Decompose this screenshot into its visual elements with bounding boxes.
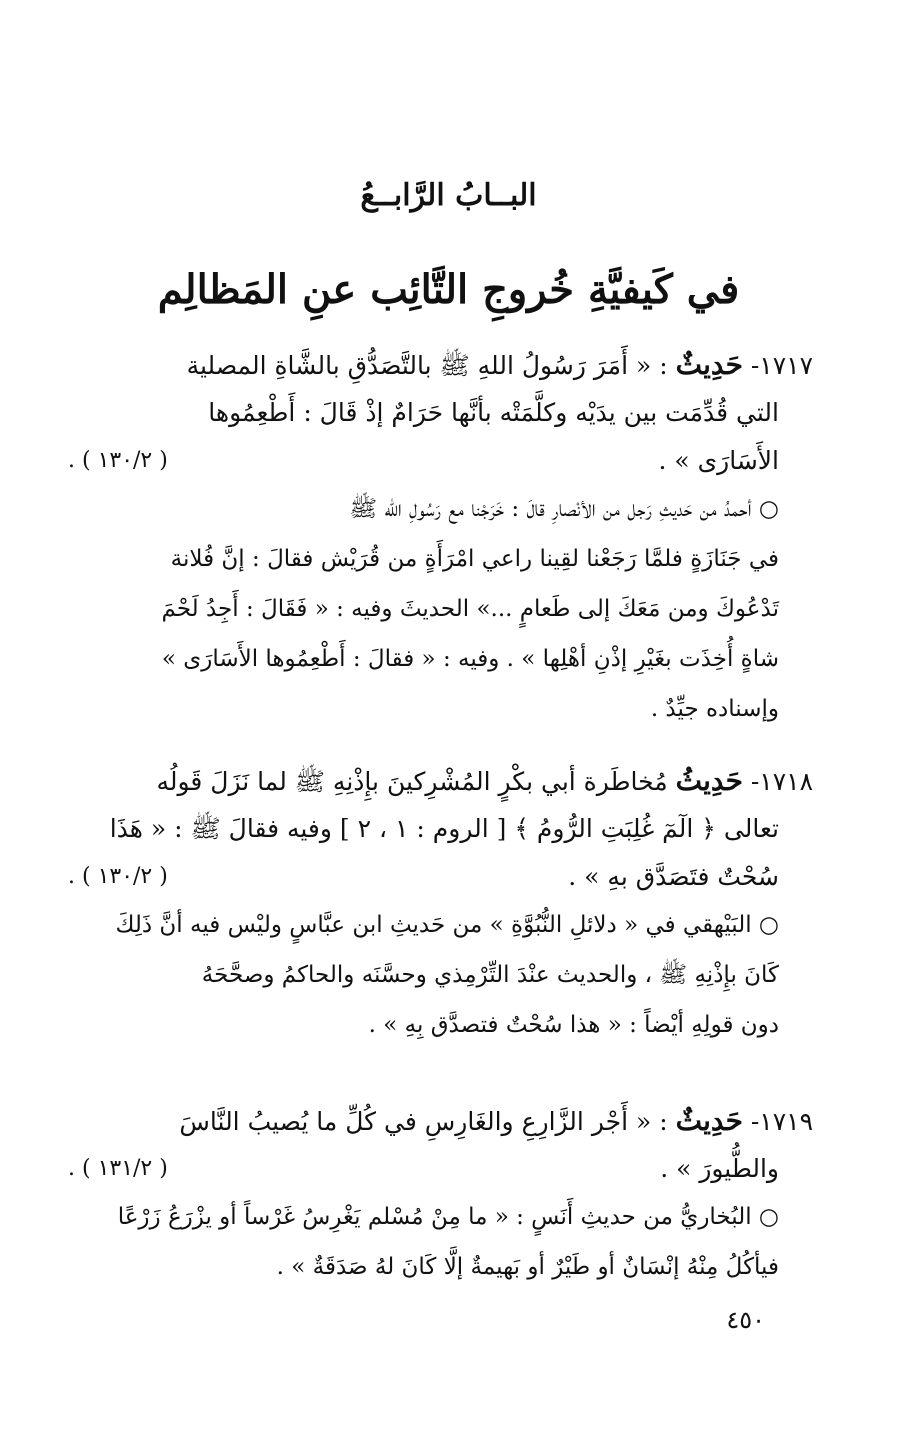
hadith-line: [68, 766, 813, 814]
commentary-line: وإسناده جيِّدٌ .: [650, 696, 779, 722]
volume-page-reference: ( ١٣٠/٢ ) .: [68, 448, 168, 473]
commentary-line: فيأكُلُ مِنْهُ إنْسَانٌ أو طَيْرٌ أو بَهيمةٌ إلَّا كَانَ لهُ صَدَقَةٌ » .: [276, 1254, 779, 1280]
hadith-line: [68, 1106, 813, 1154]
hadith-text: سُحْتٌ فتَصَدَّق بهِ » .: [568, 862, 779, 891]
hadith-keyword: حَدِيثُ: [675, 764, 743, 797]
hadith-text: مُخاطَرة أبي بكْرٍ المُشْرِكينَ بإِذْنِهِ ﷺ لما نَزَلَ قَولُه: [156, 767, 668, 796]
hadith-text: : « أَمَرَ رَسُولُ اللهِ ﷺ بالتَّصَدُّقِ بالشَّاةِ المصلية: [186, 351, 668, 380]
hadith-entry-1717: [68, 348, 813, 744]
section-title: في كَيفيَّةِ خُروجِ التَّائِب عنِ المَظالِم: [157, 266, 740, 313]
hadith-text: : « أَجْر الزَّارِعِ والغَارِسِ في كُلِّ ما يُصيبُ النَّاسَ: [179, 1107, 668, 1136]
hadith-line: [68, 862, 779, 910]
commentary-line: شاةٍ أُخِذَت بغَيْرِ إذْنِ أهْلِها » . وفيه : « فقالَ : أَطْعِمُوها الأَسَارَى »: [161, 646, 779, 672]
hadith-line: [68, 446, 779, 494]
commentary-line: في جَنَازَةٍ فلمَّا رَجَعْنا لقِينا راعي امْرَأَةٍ من قُرَيْش فقالَ : إنَّ فُلانة: [170, 546, 779, 572]
hadith-number: ١٧١٨-: [750, 767, 813, 796]
commentary-line: ○ البَيْهقي في « دلائلِ النُّبُوَّةِ » من حَديثِ ابن عبَّاسٍ وليْس فيه أنَّ ذَلِكَ: [115, 912, 779, 938]
page-number: ٤٥٠: [726, 1306, 765, 1334]
hadith-text: الأَسَارَى » .: [658, 446, 779, 475]
chapter-title: البــابُ الرَّابــعُ: [360, 178, 537, 213]
hadith-text: والطُّيورَ » .: [660, 1154, 779, 1183]
hadith-number: ١٧١٧-: [750, 351, 813, 380]
hadith-line: [68, 1154, 779, 1202]
hadith-entry-1719: [68, 1104, 813, 1302]
hadith-keyword: حَدِيثٌ: [675, 1104, 743, 1137]
hadith-number: ١٧١٩-: [750, 1107, 813, 1136]
commentary-line: ○ البُخاريُّ من حديثِ أَنَسٍ : « ما مِنْ مُسْلم يَغْرِسُ غَرْساً أو يزْرَعُ زَرْعًا: [117, 1204, 779, 1230]
hadith-line: [68, 350, 813, 398]
hadith-line: التي قُدِّمَت بين يدَيْه وكلَّمَتْه بأنَّها حَرَامٌ إذْ قَالَ : أَطْعِمُوها: [208, 398, 779, 427]
commentary-line: دون قولِهِ أيْضاً : « هذا سُحْتٌ فتصدَّق بِهِ » .: [368, 1012, 779, 1038]
volume-page-reference: ( ١٣١/٢ ) .: [68, 1156, 168, 1181]
commentary-line: ○ أحمدُ من حَديثِ رَجل من الأنْصارِ قالَ : خَرَجْنا مع رَسُولِ الله ﷺ: [349, 496, 779, 522]
hadith-entry-1718: [68, 764, 813, 1060]
commentary-line: تَدْعُوكَ ومن مَعَكَ إلى طَعامٍ ...» الحديثَ وفيه : « فَقَالَ : أَجِدُ لَحْمَ: [161, 596, 779, 622]
volume-page-reference: ( ١٣٠/٢ ) .: [68, 864, 168, 889]
hadith-line: تعالى ﴿ الٓمٓ غُلِبَتِ الرُّومُ ﴾ [ الروم : ١ ، ٢ ] وفيه فقالَ ﷺ : « هَذَا: [109, 814, 779, 843]
hadith-keyword: حَدِيثٌ: [675, 348, 743, 381]
commentary-line: كَانَ بإِذْنِهِ ﷺ ، والحديث عنْدَ التِّرْمِذي وحسَّنَه والحاكمُ وصحَّحَهُ: [201, 962, 779, 988]
